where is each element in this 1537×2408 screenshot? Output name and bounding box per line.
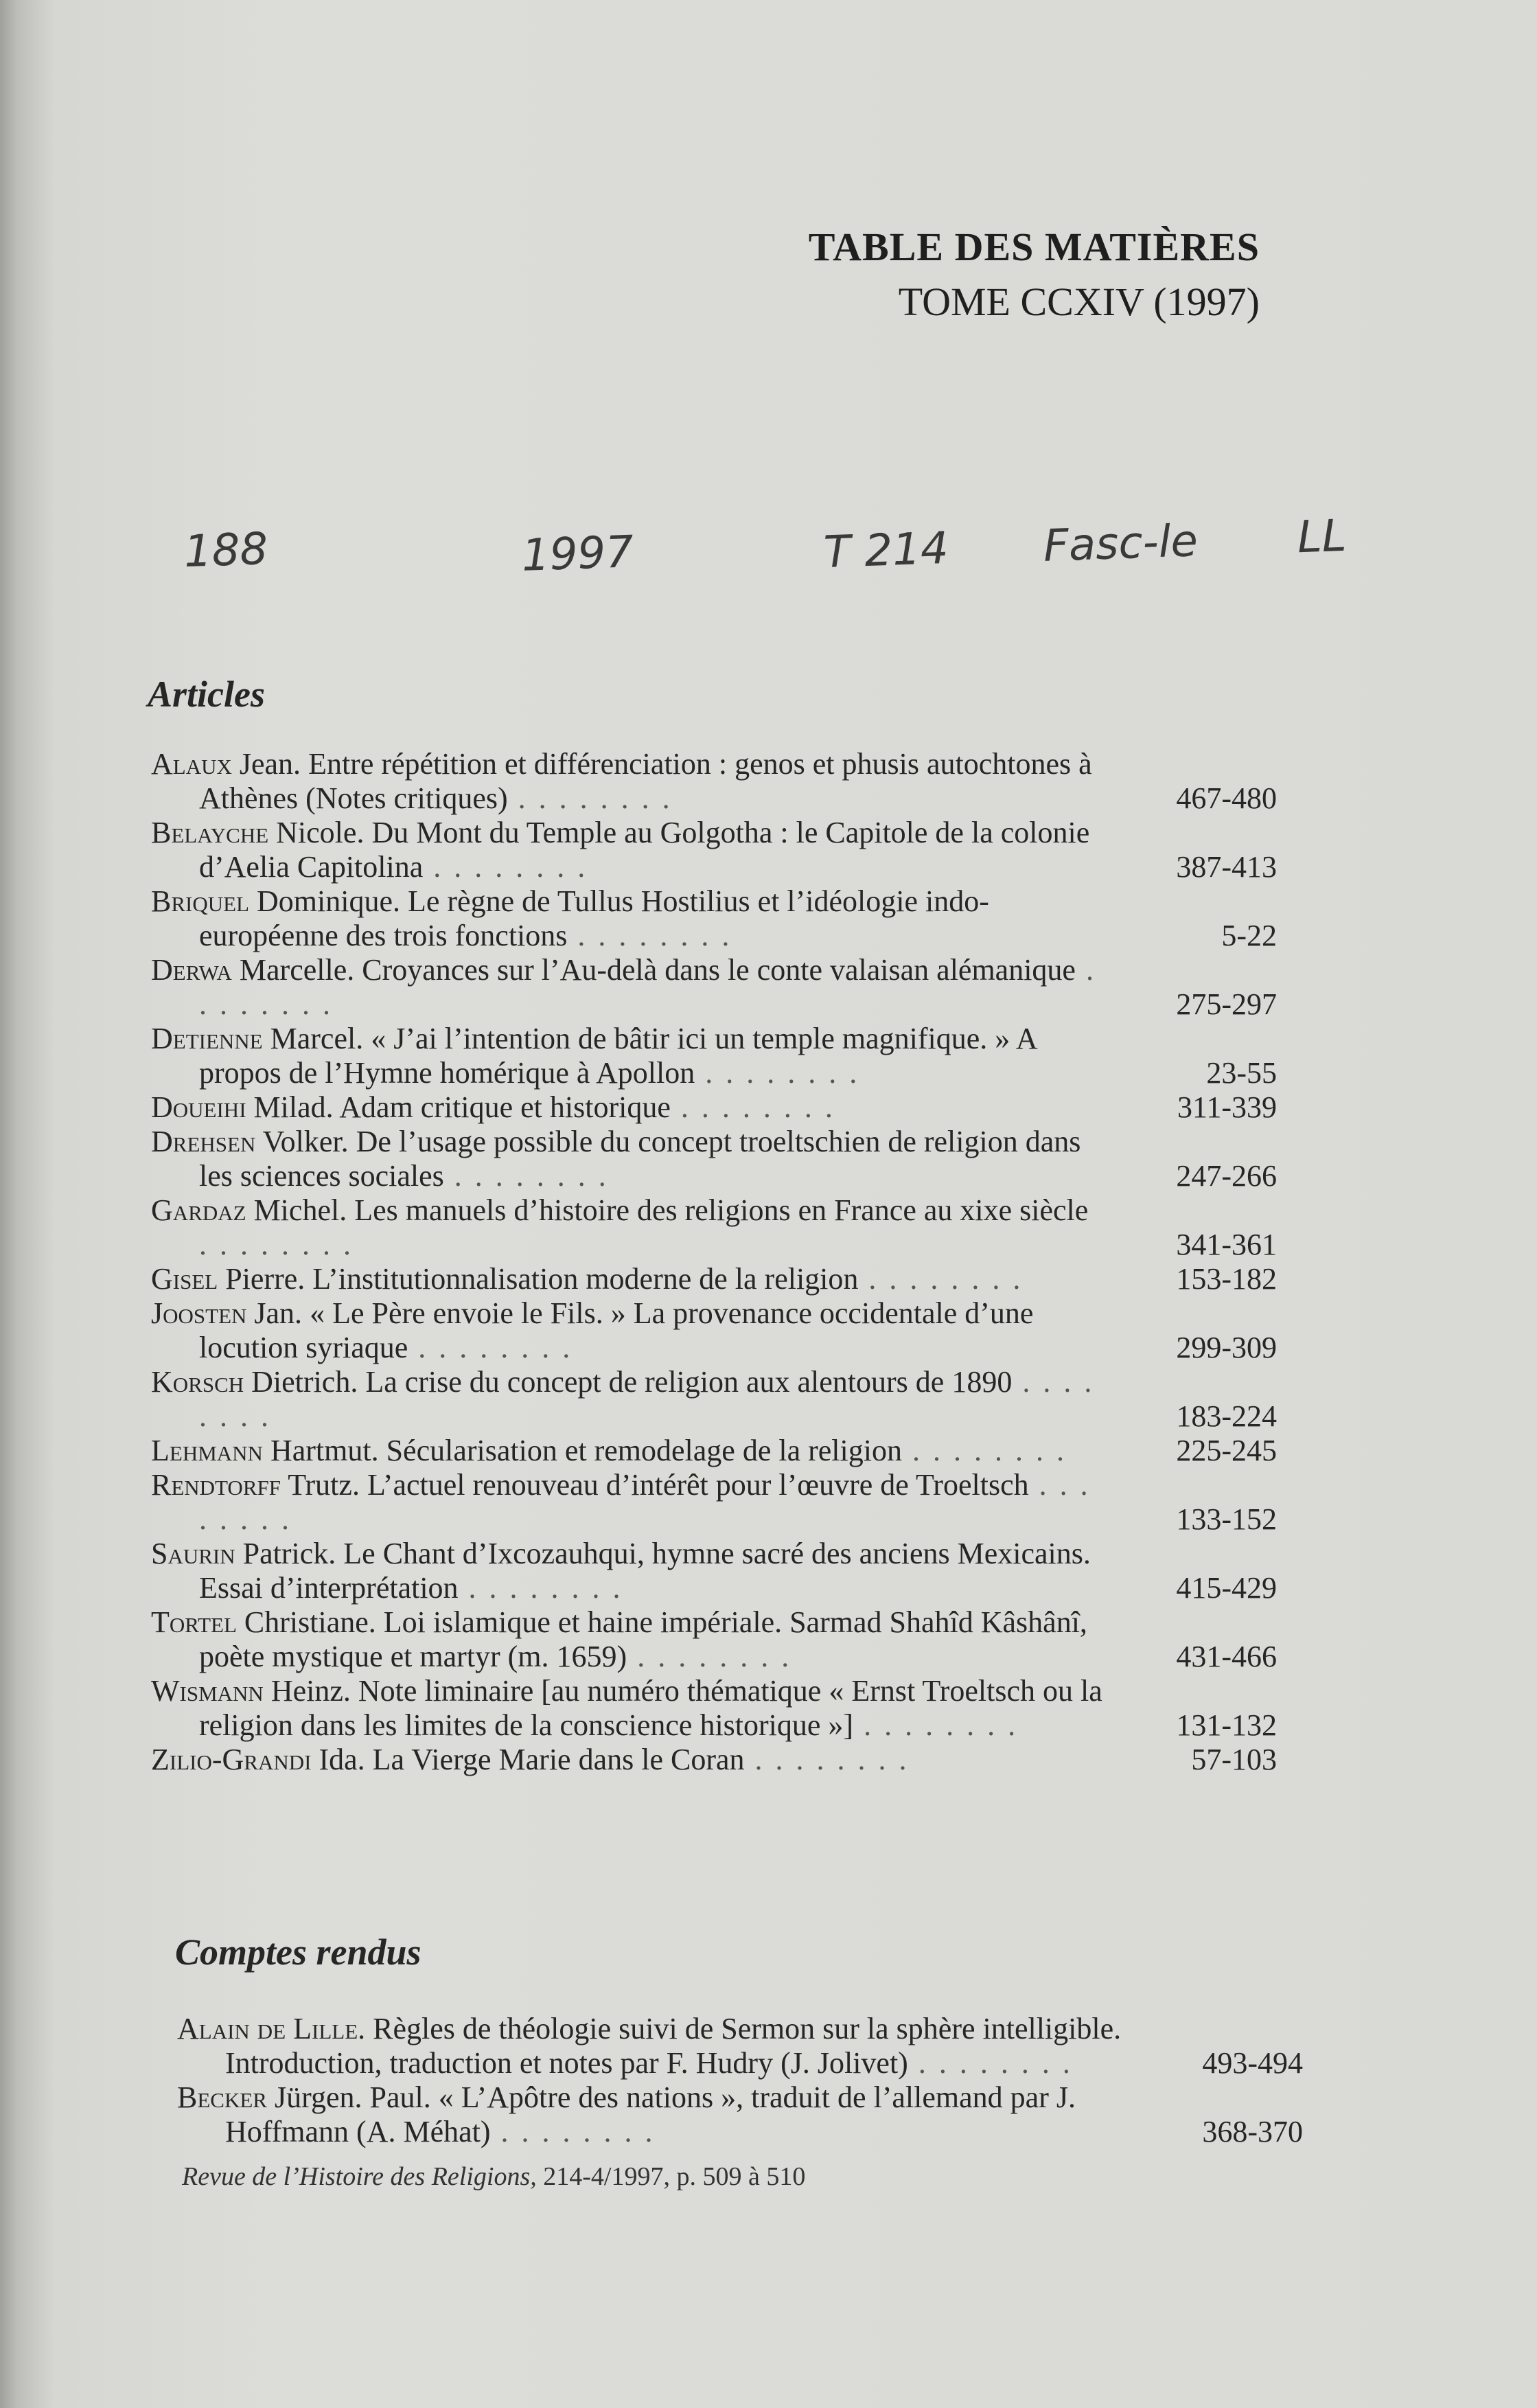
toc-entry xyxy=(151,1537,1277,1605)
entry-leader-dots: . . . . . . . . xyxy=(567,919,732,952)
toc-entry xyxy=(151,747,1277,816)
entry-leader-dots: . . . . . . . . xyxy=(199,1365,1095,1433)
entry-title: Paul. « L’Apôtre des nations », traduit de l’allemand par J. Hoffmann (A. Méhat) xyxy=(225,2080,1076,2148)
entry-title: Adam critique et historique xyxy=(339,1090,671,1124)
reviews-list xyxy=(177,2012,1303,2149)
bleed-through-text xyxy=(1236,0,1524,1991)
entry-first-name: Jürgen. xyxy=(274,2080,362,2114)
entry-leader-dots: . . . . . . . . xyxy=(627,1640,792,1673)
entry-pages: 131-132 xyxy=(1176,1708,1277,1742)
toc-entry xyxy=(151,1125,1277,1193)
entry-author: Gardaz xyxy=(151,1193,246,1227)
entry-first-name: Patrick. xyxy=(242,1537,336,1570)
entry-author: Drehsen xyxy=(151,1125,256,1158)
entry-leader-dots: . . . . . . . . xyxy=(199,953,1096,1021)
entry-pages: 275-297 xyxy=(1176,987,1277,1021)
entry-leader-dots: . . . . . . . . xyxy=(458,1571,623,1605)
entry-author: Korsch xyxy=(151,1365,244,1399)
entry-title: La crise du concept de religion aux alentours de 1890 xyxy=(365,1365,1013,1399)
entry-author: Lehmann xyxy=(151,1434,263,1467)
toc-entry xyxy=(177,2080,1303,2149)
entry-pages: 311-339 xyxy=(1177,1090,1277,1124)
entry-pages: 23-55 xyxy=(1206,1056,1277,1090)
toc-entry xyxy=(151,1743,1277,1777)
page-title: TABLE DES MATIÈRES xyxy=(808,225,1260,269)
toc-entry xyxy=(151,1674,1277,1743)
toc-entry xyxy=(151,953,1277,1022)
entry-pages: 387-413 xyxy=(1176,850,1277,884)
entry-author: Doueihi xyxy=(151,1090,246,1124)
toc-entry xyxy=(151,1090,1277,1125)
entry-title: « J’ai l’intention de bâtir ici un temple magnifique. » A propos de l’Hymne homérique à Apollon xyxy=(199,1022,1037,1090)
entry-pages: 415-429 xyxy=(1176,1571,1277,1605)
entry-author: Detienne xyxy=(151,1022,263,1055)
entry-first-name: Jean. xyxy=(239,747,301,781)
entry-leader-dots: . . . . . . . . xyxy=(443,1159,609,1193)
entry-first-name: Dietrich. xyxy=(251,1365,358,1399)
handwritten-note-3: T 214 xyxy=(822,523,949,579)
entry-first-name: Christiane. xyxy=(244,1605,376,1639)
toc-entry xyxy=(151,1434,1277,1468)
entry-first-name: Michel. xyxy=(253,1193,347,1227)
entry-first-name: Ida. xyxy=(319,1743,365,1776)
footer-journal: Revue de l’Histoire des Religions, xyxy=(182,2162,537,2191)
handwritten-note-4: Fasc-le xyxy=(1042,516,1199,572)
entry-leader-dots: . . . . . . . . xyxy=(908,2046,1073,2080)
entry-pages: 299-309 xyxy=(1176,1331,1277,1364)
articles-heading: Articles xyxy=(148,674,265,715)
handwritten-note-1: 188 xyxy=(183,523,269,578)
entry-leader-dots: . . . . . . . . xyxy=(408,1331,573,1364)
entry-author: Alaux xyxy=(151,747,232,781)
entry-author: Wismann xyxy=(151,1674,264,1708)
entry-author: Briquel xyxy=(151,884,249,918)
toc-entry xyxy=(151,1022,1277,1090)
entry-author: Becker xyxy=(177,2080,267,2114)
entry-title: Entre répétition et différenciation : genos et phusis autochtones à Athènes (Notes critiques) xyxy=(199,747,1092,815)
entry-leader-dots: . . . . . . . . xyxy=(199,1468,1091,1536)
toc-entry xyxy=(151,1365,1277,1434)
entry-first-name: Jan. xyxy=(254,1296,303,1330)
entry-title: Le règne de Tullus Hostilius et l’idéologie indo-européenne des trois fonctions xyxy=(199,884,989,952)
entry-leader-dots: . . . . . . . . xyxy=(695,1056,860,1090)
entry-title: L’institutionnalisation moderne de la religion xyxy=(312,1262,859,1296)
entry-title: Règles de théologie suivi de Sermon sur la sphère intelligible. Introduction, traduction et notes par F. Hudry (J. Jolivet) xyxy=(225,2012,1122,2080)
entry-author: Rendtorff xyxy=(151,1468,281,1502)
entry-author: Saurin xyxy=(151,1537,235,1570)
entry-first-name: Marcelle. xyxy=(239,953,355,987)
entry-pages: 431-466 xyxy=(1176,1640,1277,1673)
toc-entry xyxy=(151,816,1277,884)
entry-title: Sécularisation et remodelage de la religion xyxy=(386,1434,902,1467)
tome-subtitle: TOME CCXIV (1997) xyxy=(898,279,1260,324)
entry-leader-dots: . . . . . . . . xyxy=(490,2115,656,2148)
entry-author: Zilio-Grandi xyxy=(151,1743,312,1776)
toc-entry xyxy=(151,1262,1277,1296)
handwritten-note-5: LL xyxy=(1296,510,1348,564)
entry-pages: 133-152 xyxy=(1176,1502,1277,1536)
toc-entry xyxy=(151,1193,1277,1262)
entry-author: Gisel xyxy=(151,1262,218,1296)
footer-citation xyxy=(182,2162,805,2192)
entry-pages: 341-361 xyxy=(1176,1228,1277,1261)
entry-leader-dots: . . . . . . . . xyxy=(853,1708,1019,1742)
entry-title: Le Chant d’Ixcozauhqui, hymne sacré des anciens Mexicains. Essai d’interprétation xyxy=(199,1537,1091,1605)
entry-author: Tortel xyxy=(151,1605,237,1639)
entry-title: Du Mont du Temple au Golgotha : le Capitole de la colonie d’Aelia Capitolina xyxy=(199,816,1090,884)
toc-entry xyxy=(151,1296,1277,1365)
header xyxy=(809,220,1260,330)
toc-entry xyxy=(177,2012,1303,2080)
entry-pages: 493-494 xyxy=(1202,2046,1303,2080)
entry-leader-dots: . . . . . . . . xyxy=(423,850,588,884)
entry-title: L’actuel renouveau d’intérêt pour l’œuvre de Troeltsch xyxy=(367,1468,1029,1502)
entry-first-name: Marcel. xyxy=(270,1022,364,1055)
entry-title: Note liminaire [au numéro thématique « Ernst Troeltsch ou la religion dans les limites de la conscience historique »] xyxy=(199,1674,1102,1742)
entry-leader-dots: . . . . . . . . xyxy=(858,1262,1024,1296)
entry-title: « Le Père envoie le Fils. » La provenance occidentale d’une locution syriaque xyxy=(199,1296,1034,1364)
toc-entry xyxy=(151,1468,1277,1537)
entry-pages: 467-480 xyxy=(1176,781,1277,815)
entry-leader-dots: . . . . . . . . xyxy=(199,1228,354,1261)
entry-title: De l’usage possible du concept troeltschien de religion dans les sciences sociales xyxy=(199,1125,1081,1193)
entry-pages: 368-370 xyxy=(1202,2115,1303,2148)
entry-first-name: Dominique. xyxy=(257,884,400,918)
entry-title: Loi islamique et haine impériale. Sarmad Shahîd Kâshânî, poète mystique et martyr (m. 1659) xyxy=(199,1605,1087,1673)
entry-pages: 183-224 xyxy=(1176,1399,1277,1433)
entry-first-name: Trutz. xyxy=(288,1468,360,1502)
entry-title: La Vierge Marie dans le Coran xyxy=(372,1743,745,1776)
entry-title: Les manuels d’histoire des religions en France au xixe siècle xyxy=(354,1193,1089,1227)
entry-pages: 153-182 xyxy=(1176,1262,1277,1296)
entry-first-name: Nicole. xyxy=(276,816,365,849)
entry-pages: 57-103 xyxy=(1191,1743,1277,1776)
footer-issue: 214-4/1997, p. 509 à 510 xyxy=(543,2162,806,2191)
entry-pages: 247-266 xyxy=(1176,1159,1277,1193)
entry-pages: 225-245 xyxy=(1176,1434,1277,1467)
entry-pages: 5-22 xyxy=(1221,919,1277,952)
toc-entry xyxy=(151,884,1277,953)
handwritten-note-2: 1997 xyxy=(520,527,635,582)
articles-list xyxy=(151,747,1277,1777)
toc-entry xyxy=(151,1605,1277,1674)
entry-title: Croyances sur l’Au-delà dans le conte valaisan alémanique xyxy=(362,953,1076,987)
reviews-heading: Comptes rendus xyxy=(175,1931,421,1973)
entry-first-name: Hartmut. xyxy=(270,1434,379,1467)
entry-first-name: Pierre. xyxy=(225,1262,305,1296)
entry-author: Derwa xyxy=(151,953,232,987)
entry-author: Alain de Lille. xyxy=(177,2012,366,2045)
entry-leader-dots: . . . . . . . . xyxy=(901,1434,1067,1467)
entry-leader-dots: . . . . . . . . xyxy=(670,1090,835,1124)
entry-first-name: Volker. xyxy=(262,1125,349,1158)
entry-author: Belayche xyxy=(151,816,269,849)
entry-leader-dots: . . . . . . . . xyxy=(744,1743,910,1776)
entry-first-name: Milad. xyxy=(253,1090,334,1124)
entry-first-name: Heinz. xyxy=(270,1674,351,1708)
entry-author: Joosten xyxy=(151,1296,247,1330)
entry-leader-dots: . . . . . . . . xyxy=(507,781,673,815)
